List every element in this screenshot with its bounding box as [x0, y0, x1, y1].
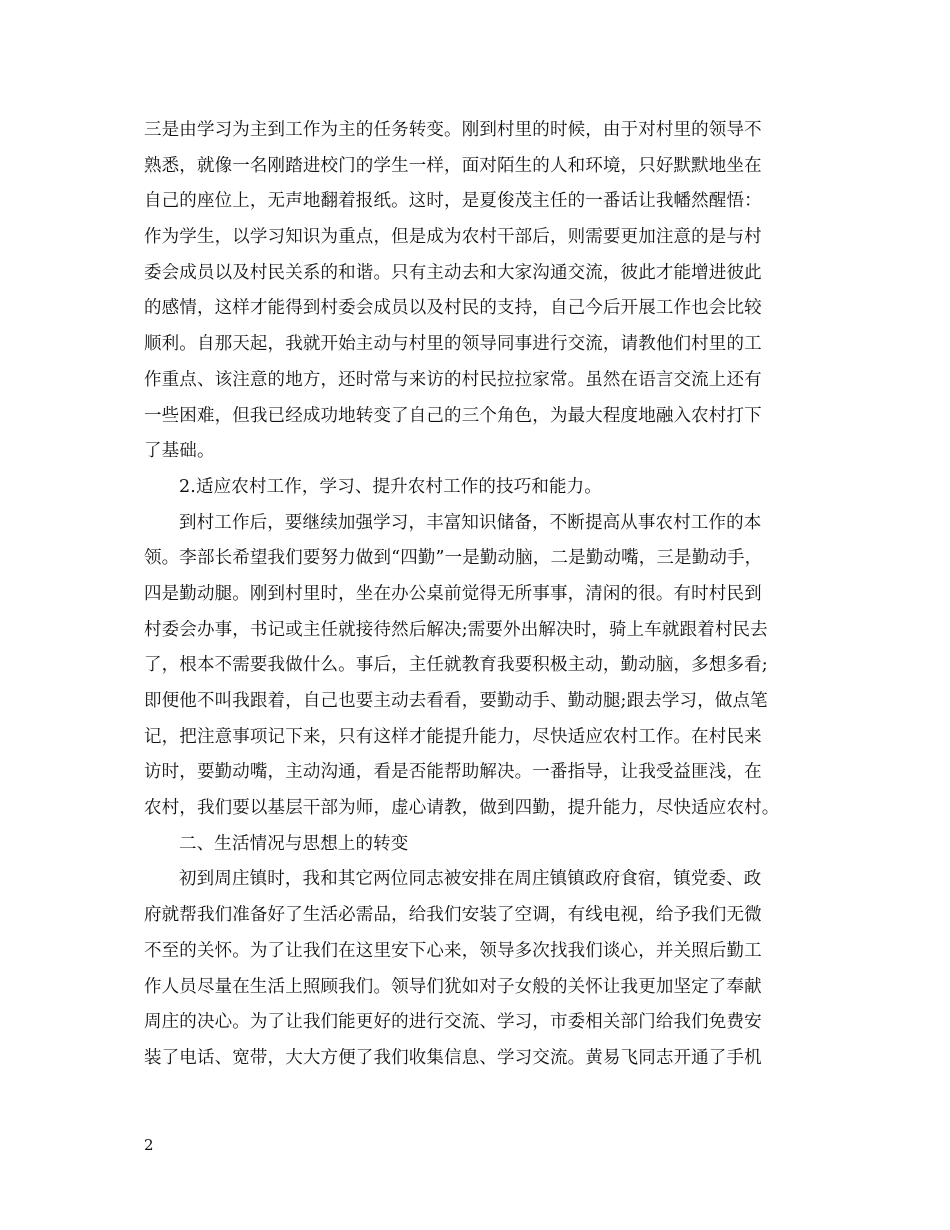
text-line: 作人员尽量在生活上照顾我们。领导们犹如对子女般的关怀让我更加坚定了奉献: [144, 976, 762, 997]
text-line: 记，把注意事项记下来，只有这样才能提升能力，尽快适应农村工作。在村民来: [144, 726, 762, 747]
text-line: 自己的座位上，无声地翻着报纸。这时，是夏俊茂主任的一番话让我幡然醒悟：: [144, 191, 762, 212]
text-line: 作重点、该注意的地方，还时常与来访的村民拉拉家常。虽然在语言交流上还有: [144, 369, 762, 390]
text-line: 农村，我们要以基层干部为师，虚心请教，做到四勤，提升能力，尽快适应农村。: [144, 798, 780, 819]
text-line: 四是勤动腿。刚到村里时，坐在办公桌前觉得无所事事，清闲的很。有时村民到: [144, 583, 762, 604]
text-line: 一些困难，但我已经成功地转变了自己的三个角色，为最大程度地融入农村打下: [144, 405, 762, 426]
text-line: 府就帮我们准备好了生活必需品，给我们安装了空调，有线电视，给予我们无微: [144, 905, 762, 926]
text-line: 访时，要勤动嘴，主动沟通，看是否能帮助解决。一番指导，让我受益匪浅，在: [144, 762, 762, 783]
text-line: 了，根本不需要我做什么。事后，主任就教育我要积极主动，勤动脑，多想多看;: [144, 655, 768, 676]
text-line: 熟悉，就像一名刚踏进校门的学生一样，面对陌生的人和环境，只好默默地坐在: [144, 155, 762, 176]
text-line: 周庄的决心。为了让我们能更好的进行交流、学习，市委相关部门给我们免费安: [144, 1012, 762, 1033]
text-line: 不至的关怀。为了让我们在这里安下心来，领导多次找我们谈心，并关照后勤工: [144, 940, 762, 961]
text-line: 装了电话、宽带，大大方便了我们收集信息、学习交流。黄易飞同志开通了手机: [144, 1047, 762, 1068]
page-number: 2: [144, 1136, 154, 1154]
text-line: 的感情，这样才能得到村委会成员以及村民的支持，自己今后开展工作也会比较: [144, 298, 762, 319]
text-line: 领。李部长希望我们要努力做到“四勤”一是勤动脑，二是勤动嘴，三是勤动手，: [144, 548, 763, 569]
text-line: 了基础。: [144, 441, 215, 462]
text-line: 三是由学习为主到工作为主的任务转变。刚到村里的时候，由于对村里的领导不: [144, 120, 762, 140]
body-text: [144, 113, 814, 1077]
section-heading: 2.适应农村工作，学习、提升农村工作的技巧和能力。: [179, 476, 602, 497]
text-line: 顺利。自那天起，我就开始主动与村里的领导同事进行交流，请教他们村里的工: [144, 334, 762, 355]
text-line: 委会成员以及村民关系的和谐。只有主动去和大家沟通交流，彼此才能增进彼此: [144, 262, 762, 283]
text-line: 村委会办事，书记或主任就接待然后解决;需要外出解决时，骑上车就跟着村民去: [144, 619, 768, 640]
text-line: 即便他不叫我跟着，自己也要主动去看看，要勤动手、勤动腿;跟去学习，做点笔: [144, 691, 768, 711]
text-line: 初到周庄镇时，我和其它两位同志被安排在周庄镇镇政府食宿，镇党委、政: [179, 869, 762, 890]
text-line: 到村工作后，要继续加强学习，丰富知识储备，不断提高从事农村工作的本: [179, 512, 762, 533]
text-line: 作为学生，以学习知识为重点，但是成为农村干部后，则需要更加注意的是与村: [144, 227, 762, 248]
section-heading: 二、生活情况与思想上的转变: [179, 833, 409, 854]
